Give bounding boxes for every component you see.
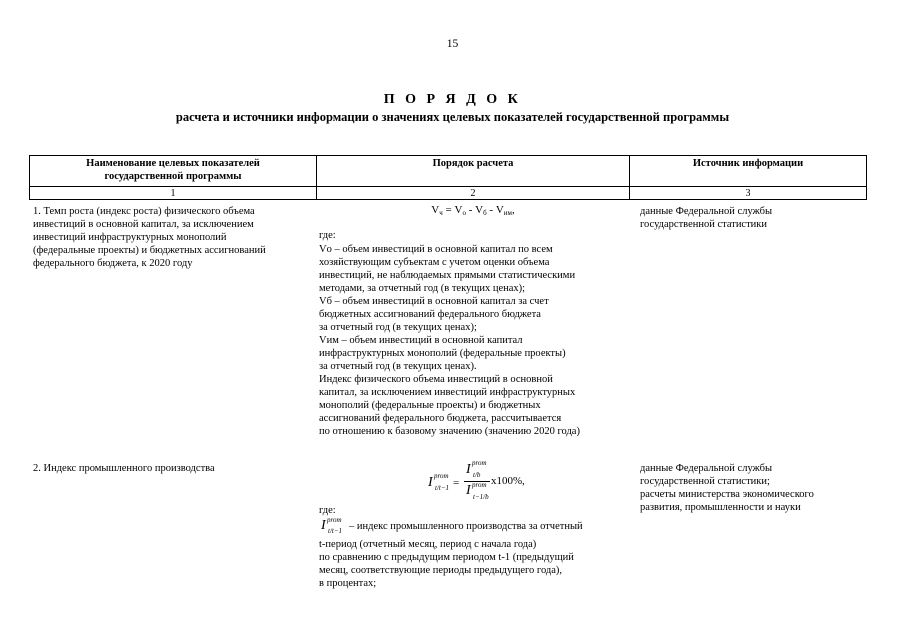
formula-subscript: ч xyxy=(439,209,443,217)
column-number-2: 2 xyxy=(470,188,476,199)
indicator-name: 1. Темп роста (индекс роста) физического объема инвестиций в основной капитал, за исключением инвестиций инфраструктурных монополий (федеральные проекты) и бюджетных ассигнований федерального бюджета, к 2020 году xyxy=(33,206,266,269)
formula-subscript: t/t−1 xyxy=(435,484,450,492)
page-title: П О Р Я Д О К xyxy=(383,92,522,107)
formula-term: I xyxy=(428,475,433,490)
formula-superscript: prom xyxy=(327,516,342,524)
formula-operator: - xyxy=(465,204,476,216)
column-header-source: Источник информации xyxy=(692,158,804,169)
formula-term: V xyxy=(454,204,463,216)
symbol-definition xyxy=(319,516,629,536)
table-top-border xyxy=(29,155,867,156)
page-subtitle: расчета и источники информации о значениях целевых показателей государственной программы xyxy=(175,110,730,124)
formula-term: I xyxy=(321,518,326,533)
formula-subscript: им xyxy=(503,209,512,217)
formula-punctuation: , xyxy=(511,204,515,216)
formula-subscript: t/b xyxy=(473,471,481,479)
formula-operator: = xyxy=(453,477,460,489)
calculation-description: t-период (отчетный месяц, период с начала года) по сравнению с предыдущим периодом t-1 (предыдущий месяц, соответствующие периоды предыдущего года), в процентах; xyxy=(319,539,574,589)
formula-subscript: б xyxy=(483,209,487,217)
where-label: где: xyxy=(319,230,336,241)
table-numbers-border xyxy=(29,199,867,200)
formula-operator: - xyxy=(486,204,496,216)
where-label: где: xyxy=(319,505,336,516)
formula-superscript: prom xyxy=(472,459,487,467)
formula-superscript: prom xyxy=(434,472,449,480)
information-source: данные Федеральной службы государственной статистики; расчеты министерства экономического развития, промышленности и науки xyxy=(640,463,814,513)
formula-subscript: t−1/b xyxy=(473,493,489,501)
formula-operator: = xyxy=(442,204,455,216)
formula-subscript: о xyxy=(462,209,466,217)
indicator-name: 2. Индекс промышленного производства xyxy=(33,463,215,474)
formula-multiplier: x100% xyxy=(491,475,523,487)
formula-term: V xyxy=(431,204,440,216)
column-number-3: 3 xyxy=(745,188,751,199)
page-number: 15 xyxy=(446,38,459,50)
symbol-definition-text: – индекс промышленного производства за отчетный xyxy=(349,521,583,532)
column-number-1: 1 xyxy=(170,188,176,199)
formula-subscript: t/t−1 xyxy=(328,527,343,535)
formula-term: I xyxy=(466,462,471,477)
calculation-description: Vо – объем инвестиций в основной капитал по всем хозяйствующим субъектам с учетом оценки объема инвестиций, не наблюдаемых прямыми статистическими методами, за отчетный год (в текущих ценах); Vб – объем инвестиций в основной капитал за счет бюджетных ассигнований федерального бюджета за отчетный год (в текущих ценах); Vим – объем инвестиций в основной капитал инфраструктурных монополий (федеральные проекты) за отчетный год (в текущих ценах). Индекс физического объема инвестиций в основной капитал, за исключением инвестиций инфраструктурных монополий (федеральные проекты) и бюджетных ассигнований федерального бюджета, рассчитывается по отношению к базовому значению (значению 2020 года) xyxy=(319,244,580,437)
formula-industrial-index xyxy=(424,459,534,502)
formula-investment xyxy=(317,204,629,217)
formula-term: V xyxy=(495,204,504,216)
formula-superscript: prom xyxy=(472,481,487,489)
column-header-method: Порядок расчета xyxy=(432,158,514,169)
formula-punctuation: , xyxy=(522,475,525,487)
information-source: данные Федеральной службы государственной статистики xyxy=(640,206,773,230)
table-header-border xyxy=(29,186,867,187)
column-header-name: Наименование целевых показателей государственной программы xyxy=(86,158,260,182)
table-right-border xyxy=(866,155,867,200)
formula-term: I xyxy=(466,483,471,498)
formula-term: V xyxy=(475,204,484,216)
